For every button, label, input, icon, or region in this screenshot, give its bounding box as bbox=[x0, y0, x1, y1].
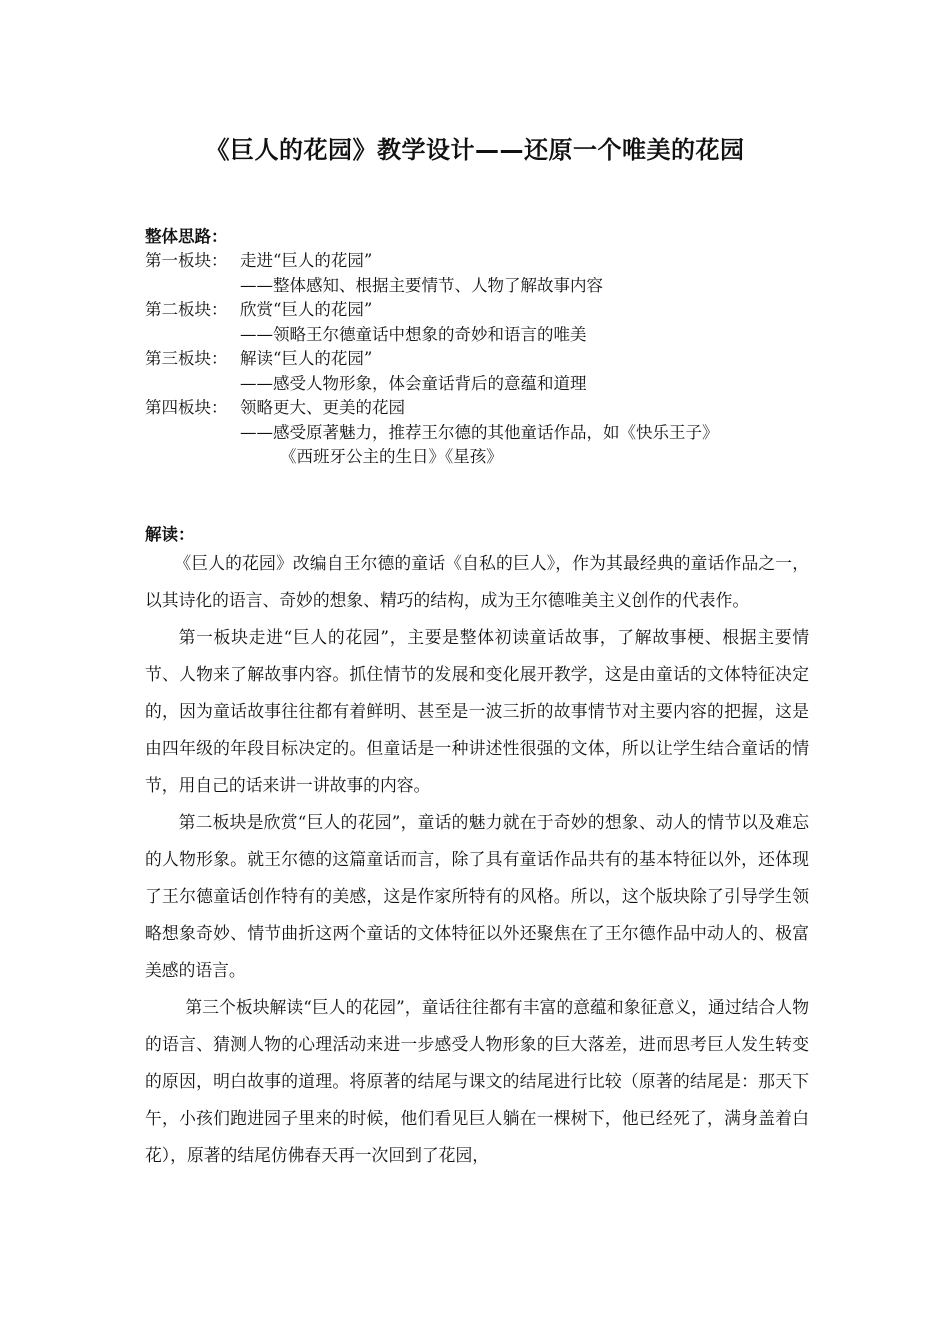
outline-block-sub-continued: 《西班牙公主的生日》《星孩》 bbox=[280, 447, 503, 466]
outline-block-4 bbox=[145, 396, 845, 421]
outline-heading: 整体思路： bbox=[145, 227, 228, 246]
outline-block-main: 欣赏“巨人的花园” bbox=[240, 300, 373, 319]
outline-block-label: 第一板块： bbox=[145, 251, 228, 270]
outline-block-label: 第二板块： bbox=[145, 300, 228, 319]
outline-block-sub: ——整体感知、根据主要情节、人物了解故事内容 bbox=[240, 275, 603, 295]
outline-block-1 bbox=[145, 249, 845, 274]
outline-block-label: 第四板块： bbox=[145, 398, 228, 417]
interpretation-body bbox=[145, 545, 809, 1174]
interpretation-paragraph: 《巨人的花园》改编自王尔德的童话《自私的巨人》，作为其最经典的童话作品之一，以其诗化的语言、奇妙的想象、精巧的结构，成为王尔德唯美主义创作的代表作。 bbox=[145, 553, 809, 610]
outline-block-label: 第三板块： bbox=[145, 349, 228, 368]
interpretation-paragraph: 第二板块是欣赏“巨人的花园”，童话的魅力就在于奇妙的想象、动人的情节以及难忘的人物形象。就王尔德的这篇童话而言，除了具有童话作品共有的基本特征以外，还体现了王尔德童话创作特有的美感，这是作家所特有的风格。所以，这个版块除了引导学生领略想象奇妙、情节曲折这两个童话的文体特征以外还聚焦在了王尔德作品中动人的、极富美感的语言。 bbox=[145, 812, 809, 980]
outline-block-main: 领略更大、更美的花园 bbox=[240, 398, 405, 417]
interpretation-paragraph: 第三个板块解读“巨人的花园”，童话往往都有丰富的意蕴和象征意义，通过结合人物的语言、猜测人物的心理活动来进一步感受人物形象的巨大落差，进而思考巨人发生转变的原因，明白故事的道理。将原著的结尾与课文的结尾进行比较（原著的结尾是：那天下午，小孩们跑进园子里来的时候，他们看见巨人躺在一棵树下，他已经死了，满身盖着白花），原著的结尾仿佛春天再一次回到了花园， bbox=[145, 997, 809, 1165]
outline-block-sub: ——领略王尔德童话中想象的奇妙和语言的唯美 bbox=[240, 324, 587, 344]
interpretation-paragraph: 第一板块走进“巨人的花园”，主要是整体初读童话故事，了解故事梗、根据主要情节、人物来了解故事内容。抓住情节的发展和变化展开教学，这是由童话的文体特征决定的，因为童话故事往往都有着鲜明、甚至是一波三折的故事情节对主要内容的把握，这是由四年级的年段目标决定的。但童话是一种讲述性很强的文体，所以让学生结合童话的情节，用自己的话来讲一讲故事的内容。 bbox=[145, 627, 809, 795]
outline-section bbox=[145, 249, 845, 470]
outline-block-sub: ——感受人物形象，体会童话背后的意蕴和道理 bbox=[240, 373, 587, 393]
outline-block-sub: ——感受原著魅力，推荐王尔德的其他童话作品，如《快乐王子》 bbox=[240, 422, 719, 442]
document-title: 《巨人的花园》教学设计——还原一个唯美的花园 bbox=[205, 136, 745, 164]
outline-block-main: 解读“巨人的花园” bbox=[240, 349, 373, 368]
interpretation-heading: 解读： bbox=[145, 525, 195, 544]
outline-block-2 bbox=[145, 298, 845, 323]
outline-block-3 bbox=[145, 347, 845, 372]
outline-block-main: 走进“巨人的花园” bbox=[240, 251, 373, 270]
